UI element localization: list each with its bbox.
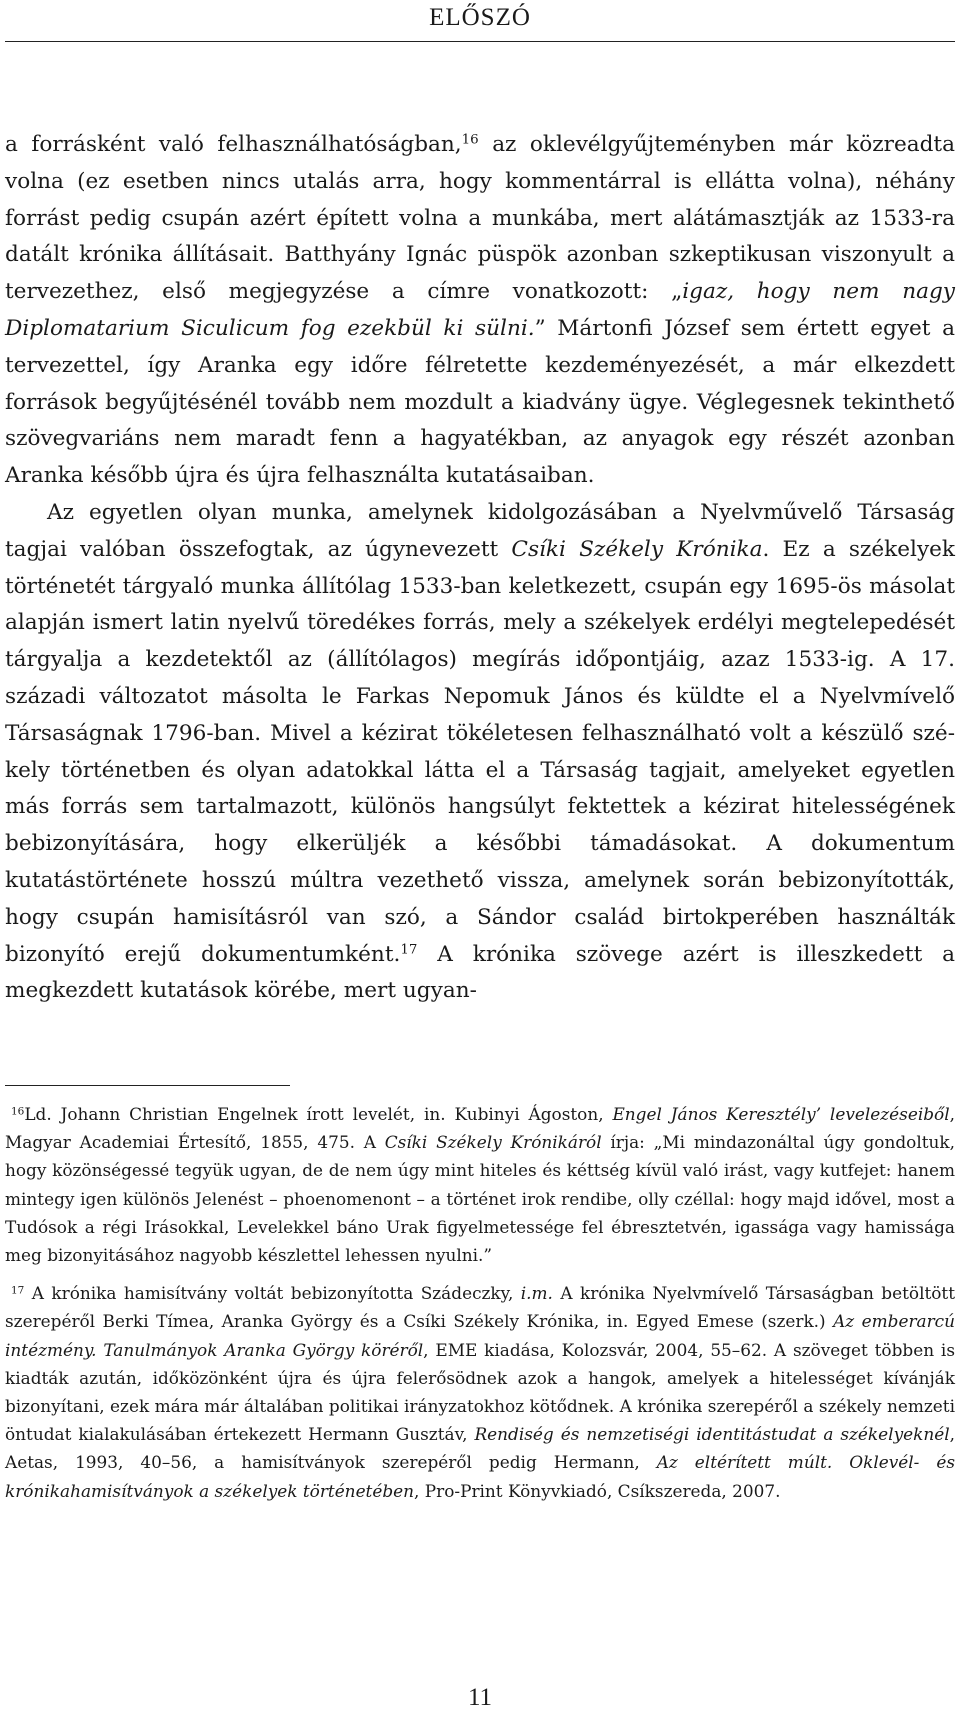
book-page xyxy=(5,0,955,1718)
italic-text: Csíki Székely Krónikáról xyxy=(384,1132,602,1153)
text-run: , Magyar Academiai Értesítő, 1855, 475. A xyxy=(5,1104,955,1153)
footnote-marker: 16 xyxy=(11,1105,25,1118)
footnote-17 xyxy=(5,1279,955,1505)
italic-text: Az eltérített múlt. Oklevél- és krónikahamisítványok a székelyek történetében xyxy=(5,1452,956,1501)
footnote-marker: 17 xyxy=(11,1284,25,1297)
text-run: Az egyetlen olyan munka, amelynek kidolgozásában a Nyelvművelő Társaság tagjai valóban összefogtak, az úgynevezett xyxy=(5,499,955,562)
main-text xyxy=(5,127,955,1010)
page-number: 11 xyxy=(467,1684,493,1711)
text-run: A krónika hamisítvány voltát bebizonyította Szádeczky, xyxy=(24,1283,521,1304)
footnote-marker: 16 xyxy=(461,132,479,148)
italic-text: Rendiség és nemzetiségi identitástudat a székelyeknél xyxy=(474,1424,950,1445)
body-paragraph xyxy=(5,127,955,495)
text-run: az oklevélgyűjteményben már közreadta volna (ez esetben nincs utalás arra, hogy kommentárral is ellátta volna), néhány forrást pedig csupán azért épített volna a munkába, mert alátámasztják az 1533-ra datált krónika állításait. Batthyány Ignác püspök azonban szkeptikusan viszonyult a tervezethez, első megjegyzése a címre vonatkozott: „ xyxy=(5,132,955,305)
text-run: A krónika Nyelvmívelő Társaságban betöltött szerepéről Berki Tímea, Aranka György és a Csíki Székely Krónika, in. Egyed Emese (szerk.) xyxy=(5,1283,955,1332)
italic-text: Engel János Keresztély’ levelezéseiből xyxy=(612,1104,950,1124)
footnote-16 xyxy=(5,1100,955,1269)
footnote-marker: 17 xyxy=(400,942,418,958)
text-run: a forrásként való felhasználhatóságban, xyxy=(5,132,462,157)
footnote-rule xyxy=(5,1085,290,1086)
italic-text: i.m. xyxy=(520,1283,553,1304)
header-rule xyxy=(5,41,955,42)
body-paragraph xyxy=(5,495,955,1010)
text-run: , Pro-Print Könyvkiadó, Csíkszereda, 2007. xyxy=(414,1480,781,1501)
text-run: A krónika szövege azért is illeszkedett a megkezdett kutatások körébe, mert ugyan- xyxy=(5,941,955,1004)
italic-text: igaz, hogy nem nagy Diplomatarium Siculicum fog ezekbül ki sülni. xyxy=(5,279,955,341)
text-run: írja: „Mi mindazonáltal úgy gondoltuk, hogy közönségessé tegyük ugyan, de de nem úgy mint hiteles és kéttség kívül való irást, vagy kutfejet: hanem mintegy igen különös Jelenést – phoenomenont – a történet irok rendibe, olly czéllal: hogy majd idővel, most a Tudósok a régi Irásokkal, Levelekkel báno Urak figyelmetessége fel ébresztetvén, igassága vagy hamissága meg bizonyitásához nagyobb készlettel lehessen nyulni.” xyxy=(5,1132,956,1266)
text-run: , Aetas, 1993, 40–56, a hamisítványok szerepéről pedig Hermann, xyxy=(5,1424,955,1473)
italic-text: Az emberarcú intézmény. Tanulmányok Aranka György köréről xyxy=(5,1311,955,1360)
text-run: Ld. Johann Christian Engelnek írott levelét, in. Kubinyi Ágoston, xyxy=(24,1104,613,1124)
italic-text: Csíki Székely Krónika xyxy=(511,536,763,562)
running-head: ELŐSZÓ xyxy=(429,4,531,31)
footnotes xyxy=(5,1100,955,1515)
text-run: , EME kiadása, Kolozsvár, 2004, 55–62. A szöveget többen is kiadták azután, időközönként újra és újra felerősödnek azok a hangok, amelyek a hitelességet kívánják bizonyítani, ezek mára már általában politikai irányzatokhoz kötődnek. A krónika szerepéről a székely nemzeti öntudat kialakulásában értekezett Hermann Gusztáv, xyxy=(5,1339,955,1445)
text-run: ” Mártonfi József sem értett egyet a tervezettel, így Aranka egy időre félretette kezdeményezését, a már elkezdett források begyűjtésénél tovább nem mozdult a kiadvány ügye. Véglegesnek tekinthető szövegvariáns nem maradt fenn a hagyatékban, az anyagok egy részét azonban Aranka később újra és újra felhasználta kutatásaiban. xyxy=(5,315,955,489)
text-run: . Ez a székelyek történetét tárgyaló munka állítólag 1533-ban keletkezett, csupán egy 1695-ös másolat alapján ismert latin nyelvű töredékes forrás, mely a székelyek erdélyi megtelepedését tárgyalja a kezdetektől az (állítólagos) megírás időpontjáig, azaz 1533-ig. A 17. századi változatot másolta le Farkas Nepomuk János és küldte el a Nyelvmívelő Társaságnak 1796-ban. Mivel a kézirat tökéletesen felhasználható volt a készülő székely történetben és olyan adatokkal látta el a Társaság tagjait, amelyeket egyetlen más forrás sem tartalmazott, különös hangsúlyt fektettek a kézirat hitelességének bebizonyítására, hogy elkerüljék a későbbi támadásokat. A dokumentum kutatástörténete hosszú múltra vezethető vissza, amelynek során bebizonyították, hogy csupán hamisításról van szó, a Sándor család birtokperében használták bizonyító erejű dokumentumként. xyxy=(5,536,956,967)
